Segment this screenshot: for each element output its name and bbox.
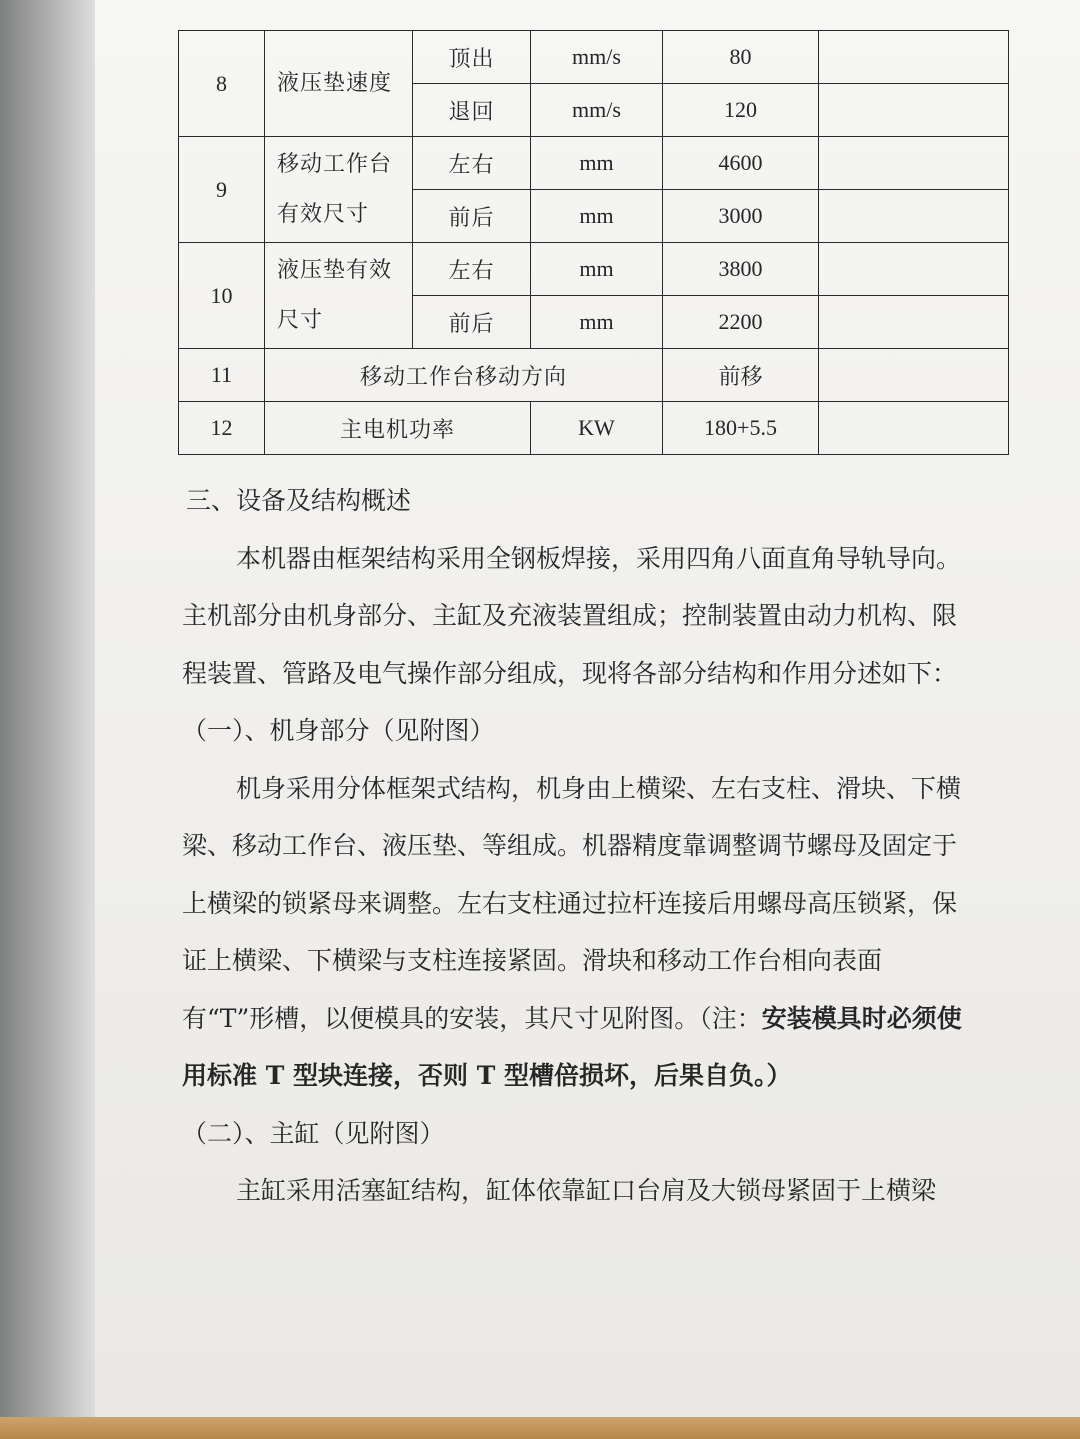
unit-cell: mm/s bbox=[531, 31, 663, 84]
remark-cell bbox=[819, 84, 1009, 137]
subsection-heading: （一）、机身部分（见附图） bbox=[182, 716, 495, 745]
remark-cell bbox=[819, 31, 1009, 84]
table-row bbox=[179, 31, 1009, 84]
remark-cell bbox=[819, 243, 1009, 296]
remark-cell bbox=[819, 190, 1009, 243]
unit-cell: mm bbox=[531, 137, 663, 190]
subsection-heading: （二）、主缸（见附图） bbox=[182, 1118, 445, 1148]
paragraph-text: 机身采用分体框架式结构，机身由上横梁、左右支柱、滑块、下横梁、移动工作台、液压垫、等组成。机器精度靠调整调节螺母及固定于上横梁的锁紧母来调整。左右支柱通过拉杆连接后用螺母高压锁紧，保证上横梁、下横梁与支柱连接紧固。滑块和移动工作台相向表面有“T”形槽，以便模具的安装，其尺寸见附图。 bbox=[182, 773, 962, 1033]
param-name: 移动工作台有效尺寸 bbox=[265, 137, 413, 243]
unit-cell: mm bbox=[531, 190, 663, 243]
section-heading: 三、设备及结构概述 bbox=[186, 486, 412, 515]
sub-item: 前后 bbox=[413, 296, 531, 349]
param-name: 液压垫速度 bbox=[265, 31, 413, 137]
table-row bbox=[179, 137, 1009, 190]
page-binding-shadow bbox=[0, 0, 110, 1439]
table-row bbox=[179, 243, 1009, 296]
param-name: 移动工作台移动方向 bbox=[265, 349, 663, 402]
row-number: 8 bbox=[179, 31, 265, 137]
sub-item: 退回 bbox=[413, 84, 531, 137]
unit-cell: KW bbox=[531, 402, 663, 455]
value-cell: 3800 bbox=[663, 243, 819, 296]
row-number: 9 bbox=[179, 137, 265, 243]
row-number: 10 bbox=[179, 243, 265, 349]
value-cell: 前移 bbox=[663, 349, 819, 402]
value-cell: 3000 bbox=[663, 190, 819, 243]
desk-surface bbox=[0, 1417, 1080, 1439]
table-row bbox=[179, 402, 1009, 455]
sub-item: 左右 bbox=[413, 243, 531, 296]
body-paragraph bbox=[182, 760, 972, 1105]
remark-cell bbox=[819, 137, 1009, 190]
unit-cell: mm/s bbox=[531, 84, 663, 137]
unit-cell: mm bbox=[531, 243, 663, 296]
unit-cell: mm bbox=[531, 296, 663, 349]
spec-table bbox=[178, 30, 1009, 455]
sub-item: 顶出 bbox=[413, 31, 531, 84]
param-name: 液压垫有效尺寸 bbox=[265, 243, 413, 349]
intro-paragraph: 本机器由框架结构采用全钢板焊接，采用四角八面直角导轨导向。主机部分由机身部分、主缸及充液装置组成；控制装置由动力机构、限程装置、管路及电气操作部分组成，现将各部分结构和作用分述如下： bbox=[182, 543, 962, 688]
remark-cell bbox=[819, 402, 1009, 455]
remark-cell bbox=[819, 296, 1009, 349]
value-cell: 180+5.5 bbox=[663, 402, 819, 455]
param-name: 主电机功率 bbox=[265, 402, 531, 455]
row-number: 11 bbox=[179, 349, 265, 402]
value-cell: 2200 bbox=[663, 296, 819, 349]
body-paragraph: 主缸采用活塞缸结构，缸体依靠缸口台肩及大锁母紧固于上横梁 bbox=[236, 1176, 937, 1205]
sub-item: 前后 bbox=[413, 190, 531, 243]
sub-item: 左右 bbox=[413, 137, 531, 190]
value-cell: 120 bbox=[663, 84, 819, 137]
section-body bbox=[182, 472, 972, 1220]
warning-note: 安装模具时必须使用标准 T 型块连接，否则 T 型槽倍损坏，后果自负。） bbox=[182, 1003, 962, 1090]
note-open: （注： bbox=[699, 1003, 762, 1033]
value-cell: 4600 bbox=[663, 137, 819, 190]
value-cell: 80 bbox=[663, 31, 819, 84]
remark-cell bbox=[819, 349, 1009, 402]
row-number: 12 bbox=[179, 402, 265, 455]
table-row bbox=[179, 349, 1009, 402]
